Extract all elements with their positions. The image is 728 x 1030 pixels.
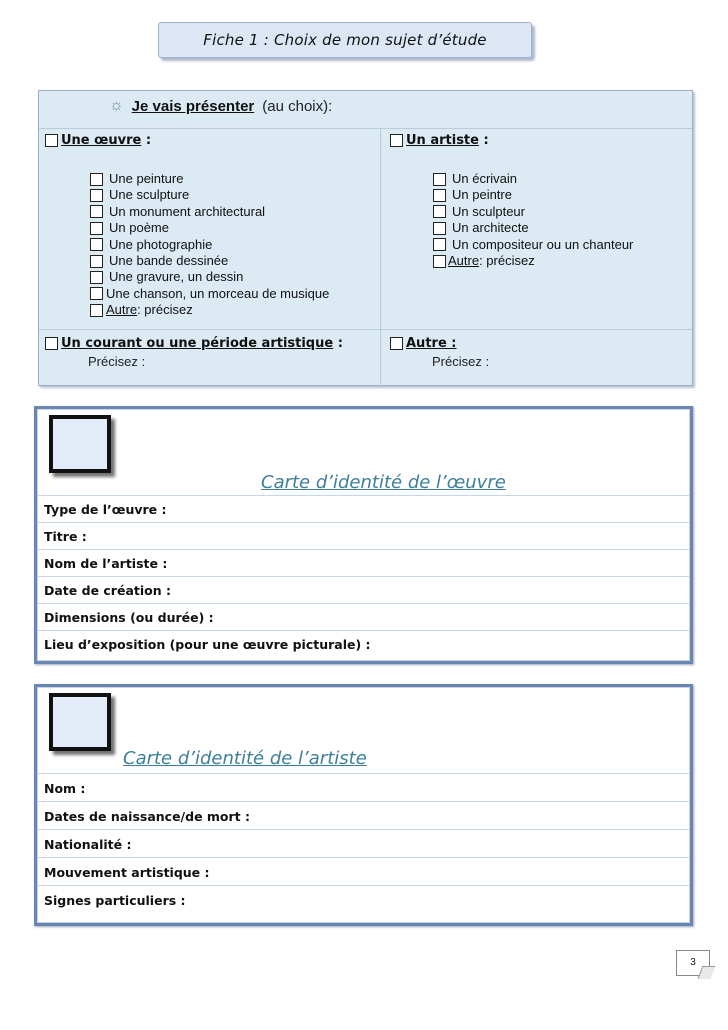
checkbox[interactable] (90, 271, 103, 284)
checkbox[interactable] (433, 238, 446, 251)
field-lieu-exposition: Lieu d’exposition (pour une œuvre picturale) : (44, 637, 371, 652)
list-item[interactable] (90, 286, 329, 302)
checkbox[interactable] (90, 255, 103, 268)
divider (37, 576, 690, 577)
list-item[interactable] (90, 237, 329, 253)
option-label: Une sculpture (109, 187, 190, 203)
photo-placeholder (49, 415, 111, 473)
checkbox[interactable] (90, 173, 103, 186)
field-dates: Dates de naissance/de mort : (44, 809, 250, 824)
field-nationalite: Nationalité : (44, 837, 132, 852)
divider (37, 495, 690, 496)
option-label: Un monument architectural (109, 203, 266, 219)
category-artiste-suffix: : (483, 133, 489, 148)
divider (39, 128, 692, 129)
photo-placeholder (49, 693, 111, 751)
option-label: Une photographie (109, 236, 213, 252)
divider (39, 329, 692, 330)
sun-icon: ☼ (109, 97, 124, 114)
checkbox-oeuvre[interactable] (45, 134, 58, 147)
option-label: Un architecte (452, 220, 529, 236)
option-label: Un peintre (452, 187, 512, 203)
option-label: Une bande dessinée (109, 252, 229, 268)
divider (37, 829, 690, 830)
field-date-creation: Date de création : (44, 583, 171, 598)
divider (37, 885, 690, 886)
checkbox[interactable] (433, 222, 446, 235)
list-item[interactable] (433, 237, 633, 253)
checkbox[interactable] (433, 173, 446, 186)
artiste-card-title: Carte d’identité de l’artiste (123, 748, 367, 769)
option-other-suffix: : précisez (137, 302, 193, 318)
checkbox[interactable] (90, 287, 103, 300)
category-oeuvre-label: Une œuvre (61, 133, 142, 148)
oeuvre-options (90, 171, 329, 319)
field-titre: Titre : (44, 529, 87, 544)
divider (37, 801, 690, 802)
option-label: Un poème (109, 220, 169, 236)
list-item[interactable] (90, 253, 329, 269)
option-other-suffix: : précisez (479, 252, 535, 268)
page-title: Fiche 1 : Choix de mon sujet d’étude (203, 31, 487, 49)
checkbox[interactable] (433, 255, 446, 268)
checkbox[interactable] (90, 222, 103, 235)
divider (37, 857, 690, 858)
field-type: Type de l’œuvre : (44, 502, 167, 517)
list-item[interactable] (433, 220, 633, 236)
divider (37, 522, 690, 523)
list-item[interactable] (433, 187, 633, 203)
field-signes: Signes particuliers : (44, 893, 186, 908)
category-oeuvre-suffix: : (145, 133, 152, 148)
checkbox[interactable] (433, 189, 446, 202)
category-autre-label: Autre : (406, 336, 457, 351)
list-item-other[interactable] (433, 253, 633, 269)
option-label: Une chanson, un morceau de musique (106, 285, 330, 301)
checkbox[interactable] (90, 238, 103, 251)
checkbox-courant[interactable] (45, 337, 58, 350)
artiste-identity-card (34, 684, 693, 926)
list-item[interactable] (90, 220, 329, 236)
artiste-options (433, 171, 633, 269)
category-courant-label: Un courant ou une période artistique (61, 336, 334, 351)
option-label: Un compositeur ou un chanteur (452, 236, 634, 252)
checkbox[interactable] (90, 304, 103, 317)
option-label: Un écrivain (452, 171, 518, 186)
field-dimensions: Dimensions (ou durée) : (44, 610, 214, 625)
option-label: Une gravure, un dessin (109, 269, 244, 285)
list-item[interactable] (90, 187, 329, 203)
choice-intro-rest: (au choix): (262, 97, 333, 115)
divider (37, 630, 690, 631)
list-item[interactable] (90, 171, 329, 187)
field-nom: Nom : (44, 781, 86, 796)
choice-intro-bold: Je vais présenter (131, 97, 255, 115)
checkbox[interactable] (90, 205, 103, 218)
list-item[interactable] (90, 204, 329, 220)
option-label: Un sculpteur (452, 203, 525, 219)
checkbox-artiste[interactable] (390, 134, 403, 147)
option-label: Une peinture (109, 171, 184, 186)
category-autre[interactable] (390, 336, 456, 351)
category-oeuvre[interactable] (45, 133, 151, 148)
divider (37, 603, 690, 604)
page-number: 3 (676, 950, 710, 976)
option-other-label: Autre (448, 252, 480, 268)
list-item[interactable] (433, 204, 633, 220)
option-other-label: Autre (106, 302, 138, 318)
divider (37, 549, 690, 550)
list-item[interactable] (433, 171, 633, 187)
category-courant-suffix: : (337, 336, 343, 351)
checkbox-autre[interactable] (390, 337, 403, 350)
category-artiste-label: Un artiste (406, 133, 479, 148)
choice-intro (109, 97, 332, 115)
field-nom-artiste: Nom de l’artiste : (44, 556, 168, 571)
column-divider (380, 129, 381, 386)
courant-precisez: Précisez : (88, 354, 146, 369)
category-artiste[interactable] (390, 133, 489, 148)
category-courant[interactable] (45, 336, 343, 351)
autre-precisez: Précisez : (432, 354, 490, 369)
page-header-banner (158, 22, 532, 58)
oeuvre-card-title: Carte d’identité de l’œuvre (261, 472, 506, 493)
list-item[interactable] (90, 269, 329, 285)
oeuvre-identity-card (34, 406, 693, 664)
list-item-other[interactable] (90, 302, 329, 318)
checkbox[interactable] (90, 189, 103, 202)
divider (37, 773, 690, 774)
subject-choice-box (38, 90, 693, 386)
checkbox[interactable] (433, 205, 446, 218)
field-mouvement: Mouvement artistique : (44, 865, 210, 880)
